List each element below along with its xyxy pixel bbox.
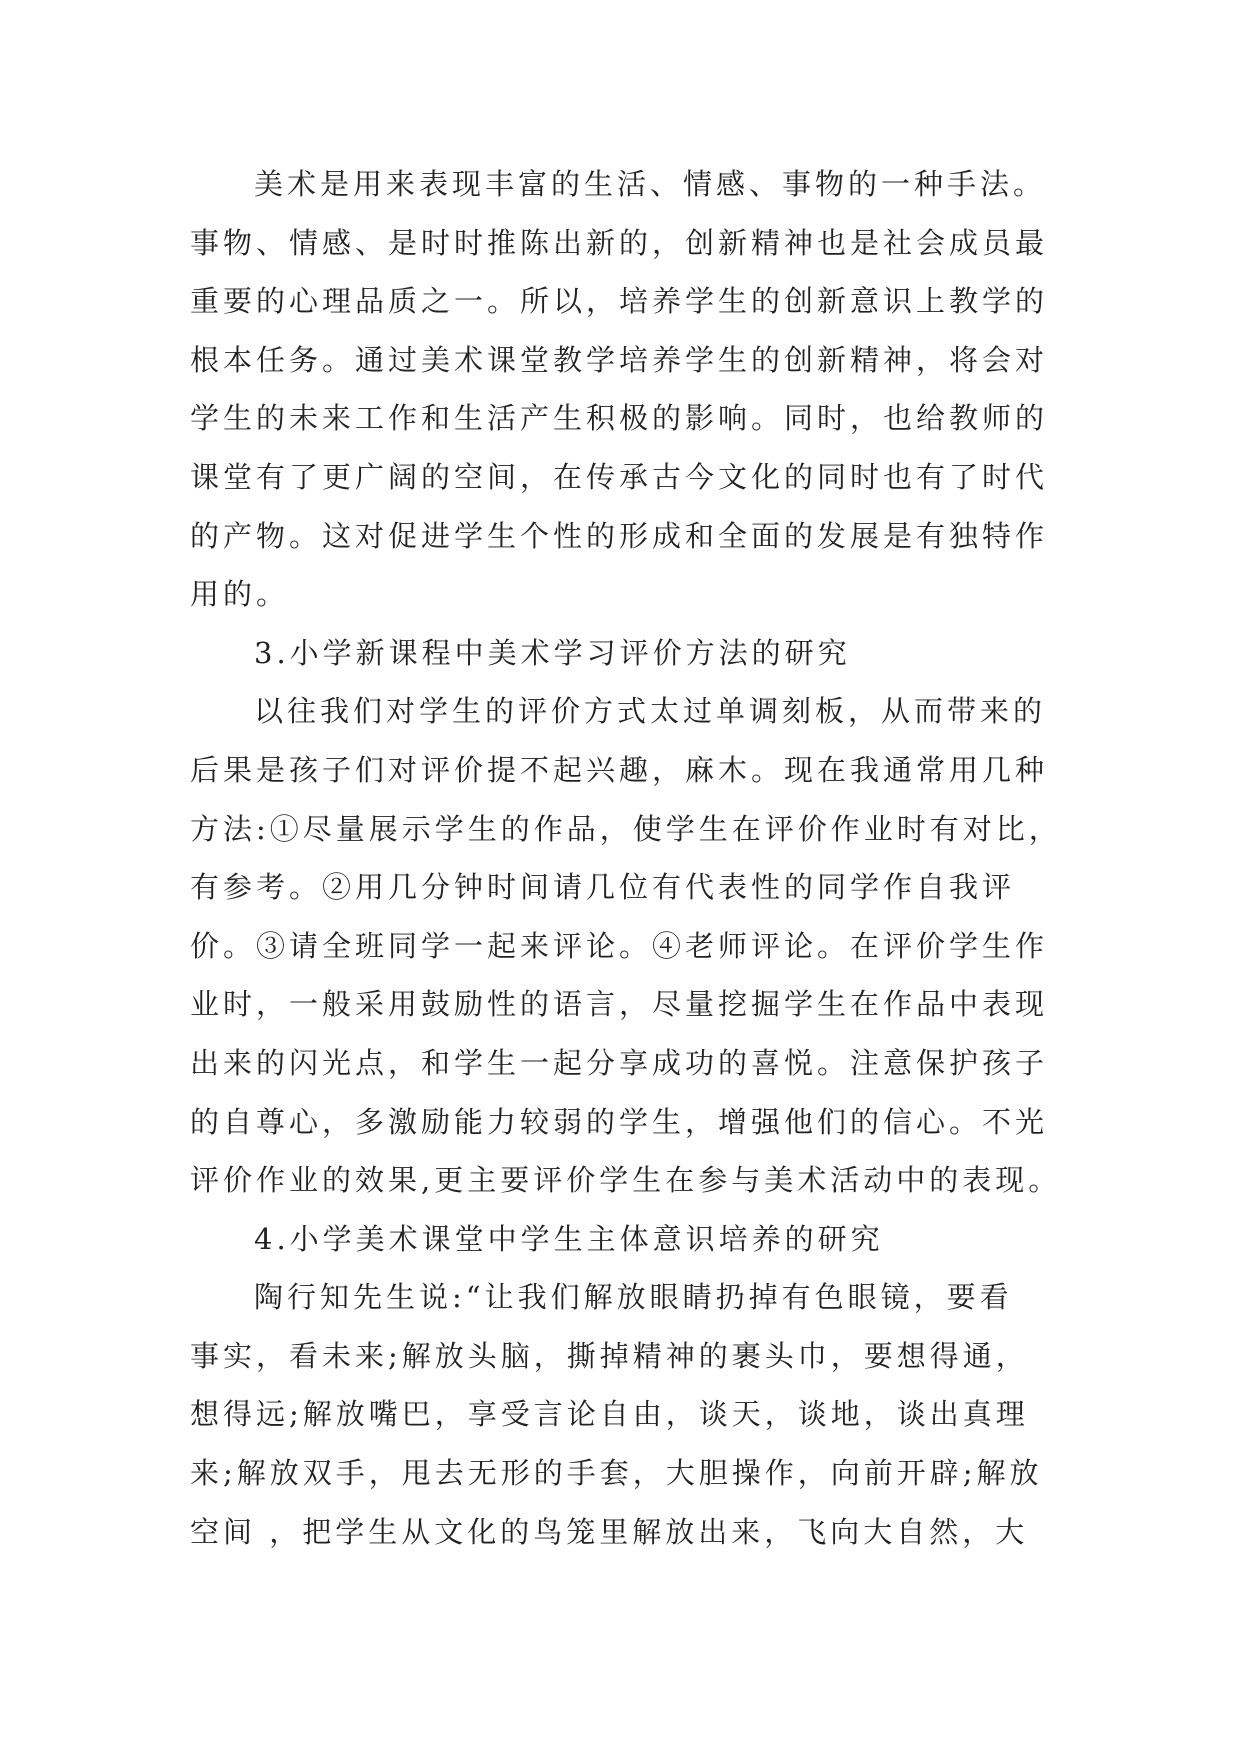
text-line: 的产物。这对促进学生个性的形成和全面的发展是有独特作 — [190, 518, 1049, 553]
text-line: 美术是用来表现丰富的生活、情感、事物的一种手法。 — [254, 167, 1047, 201]
text-line: 课堂有了更广阔的空间，在传承古今文化的同时也有了时代 — [190, 459, 1049, 494]
paragraph-evaluation — [190, 682, 1070, 1209]
text-line: 事实，看未来;解放头脑，撕掉精神的裹头巾，要想得通， — [190, 1338, 1029, 1373]
text-line: 事物、情感、是时时推陈出新的，创新精神也是社会成员最 — [190, 225, 1049, 260]
text-line: 价。③请全班同学一起来评论。④老师评论。在评价学生作 — [190, 928, 1049, 963]
section-heading-text: 3.小学新课程中美术学习评价方法的研究 — [254, 635, 851, 670]
text-line: 有参考。②用几分钟时间请几位有代表性的同学作自我评 — [190, 870, 1016, 905]
text-line: 想得远;解放嘴巴，享受言论自由，谈天，谈地，谈出真理 — [190, 1397, 1029, 1432]
text-line: 的自尊心，多激励能力较弱的学生，增强他们的信心。不光 — [190, 1104, 1049, 1139]
section-heading-3 — [190, 624, 1070, 683]
text-line: 空间 ，把学生从文化的鸟笼里解放出来，飞向大自然，大 — [190, 1514, 1029, 1549]
paragraph-tao-quote — [190, 1268, 1070, 1561]
document-body — [190, 155, 1070, 1561]
text-line: 方法:①尽量展示学生的作品，使学生在评价作业时有对比， — [190, 811, 1062, 846]
text-line: 来;解放双手，甩去无形的手套，大胆操作，向前开辟;解放 — [190, 1456, 1043, 1491]
text-line: 重要的心理品质之一。所以，培养学生的创新意识上教学的 — [190, 284, 1049, 319]
text-line: 后果是孩子们对评价提不起兴趣，麻木。现在我通常用几种 — [190, 752, 1049, 787]
text-line: 用的。 — [190, 577, 290, 612]
text-line: 陶行知先生说:“让我们解放眼睛扔掉有色眼镜，要看 — [254, 1280, 1013, 1315]
text-line: 学生的未来工作和生活产生积极的影响。同时，也给教师的 — [190, 401, 1049, 436]
section-heading-4 — [190, 1210, 1070, 1269]
text-line: 出来的闪光点，和学生一起分享成功的喜悦。注意保护孩子 — [190, 1045, 1049, 1080]
text-line: 以往我们对学生的评价方式太过单调刻板，从而带来的 — [254, 694, 1047, 729]
text-line: 业时，一般采用鼓励性的语言，尽量挖掘学生在作品中表现 — [190, 987, 1049, 1022]
text-line: 评价作业的效果,更主要评价学生在参与美术活动中的表现。 — [190, 1163, 1062, 1198]
section-heading-text: 4.小学美术课堂中学生主体意识培养的研究 — [254, 1221, 884, 1256]
text-line: 根本任务。通过美术课堂教学培养学生的创新精神，将会对 — [190, 342, 1049, 377]
paragraph-creativity — [190, 155, 1070, 624]
